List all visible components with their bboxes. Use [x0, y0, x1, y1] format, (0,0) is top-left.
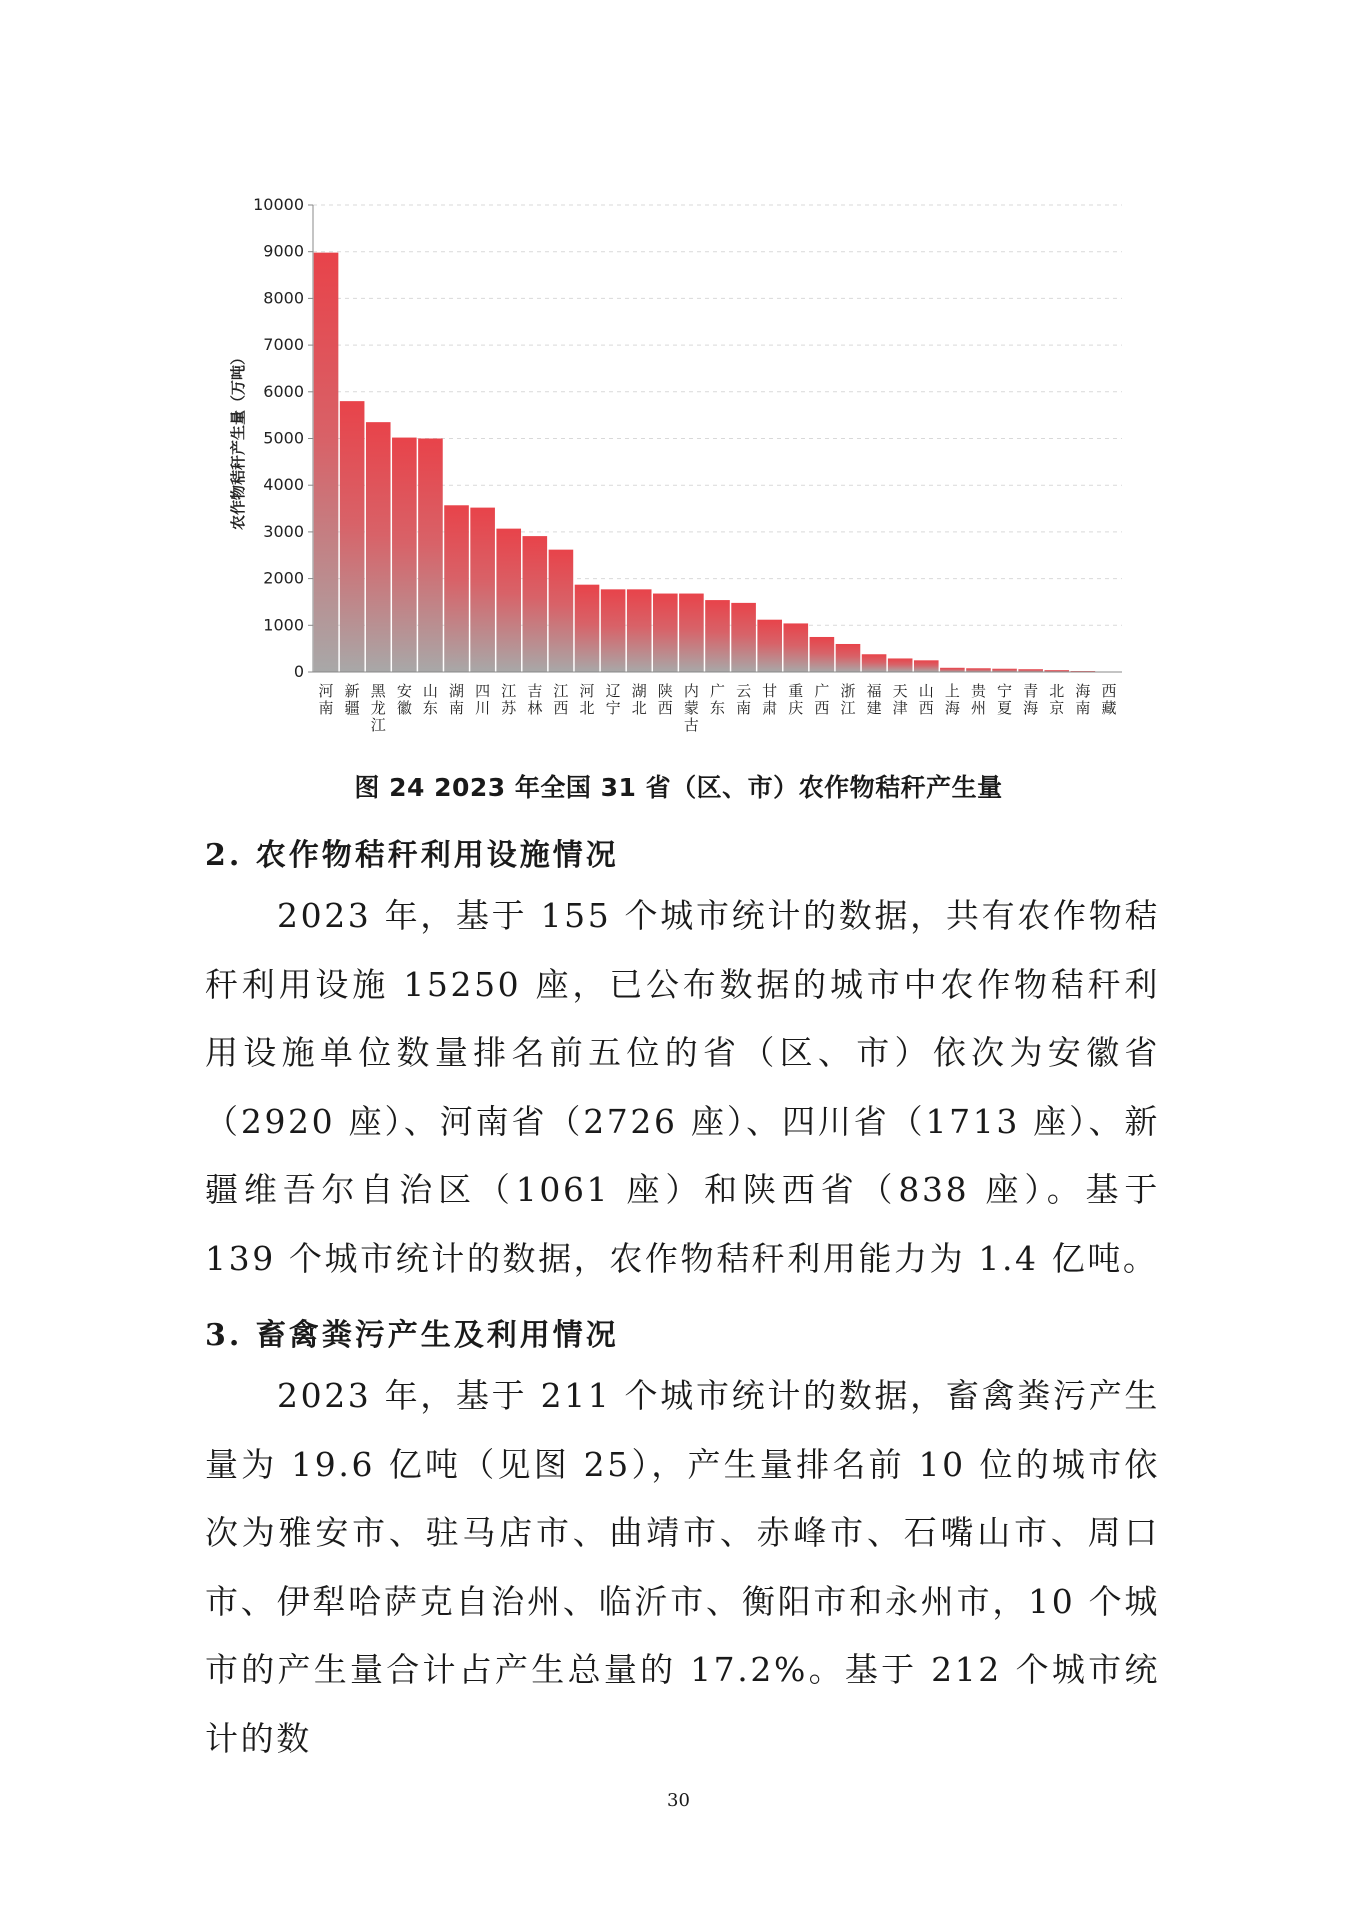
y-axis-label: 农作物秸秆产生量（万吨） — [229, 349, 247, 531]
x-tick-label: 河南 — [318, 682, 334, 717]
y-tick-label: 6000 — [263, 381, 304, 401]
x-tick-label: 重庆 — [788, 682, 804, 717]
x-tick-label: 陕西 — [657, 682, 673, 717]
x-tick-label: 海南 — [1075, 682, 1091, 717]
y-tick-label: 2000 — [263, 568, 304, 588]
bar-江西 — [549, 550, 574, 672]
chart-bars — [314, 253, 1122, 672]
bar-内蒙古 — [679, 594, 704, 672]
x-tick-label: 河北 — [579, 682, 595, 717]
bar-广东 — [705, 600, 730, 672]
y-tick-label: 1000 — [263, 615, 304, 635]
bar-云南 — [731, 603, 756, 672]
bar-新疆 — [340, 401, 365, 672]
y-tick-label: 9000 — [263, 241, 304, 261]
x-tick-label: 广东 — [709, 682, 726, 717]
figure-caption: 图 24 2023 年全国 31 省（区、市）农作物秸秆产生量 — [354, 773, 1003, 802]
x-tick-label: 黑龙江 — [370, 682, 386, 734]
x-tick-label: 湖南 — [449, 682, 465, 717]
bar-湖南 — [444, 505, 469, 672]
page-number: 30 — [667, 1790, 690, 1811]
bar-江苏 — [496, 529, 521, 672]
y-tick-label: 7000 — [263, 335, 304, 355]
x-tick-label: 四川 — [475, 682, 491, 717]
paragraph-straw-facilities: 2023 年，基于 155 个城市统计的数据，共有农作物秸秆利用设施 15250 座，已公布数据的城市中农作物秸秆利用设施单位数量排名前五位的省（区、市）依次为安徽省（2920 座）、河南省（2726 座）、四川省（1713 座）、新疆维吾尔自治区（1061 座）和陕西省（838 座）。基于 139 个城市统计的数据，农作物秸秆利用能力为 1.4 亿吨。 — [205, 896, 1160, 1278]
x-tick-label: 云南 — [736, 682, 752, 717]
x-tick-label: 山西 — [918, 682, 934, 717]
x-tick-label: 内蒙古 — [683, 682, 699, 734]
bar-辽宁 — [601, 589, 626, 672]
x-tick-label: 辽宁 — [605, 682, 621, 717]
bar-安徽 — [392, 438, 417, 672]
bar-山东 — [418, 439, 443, 673]
bar-陕西 — [653, 594, 678, 672]
x-tick-label: 上海 — [944, 682, 960, 717]
x-tick-label: 江西 — [553, 682, 569, 717]
bar-贵州 — [966, 668, 991, 672]
bar-福建 — [862, 654, 887, 672]
x-tick-label: 浙江 — [840, 682, 856, 717]
y-tick-labels — [253, 195, 313, 681]
section-heading-livestock-manure: 3. 畜禽粪污产生及利用情况 — [205, 1318, 619, 1353]
bar-河南 — [314, 253, 339, 672]
x-tick-label: 西藏 — [1101, 682, 1117, 717]
bar-甘肃 — [757, 620, 782, 672]
bar-湖北 — [627, 589, 652, 672]
x-tick-label: 吉林 — [527, 682, 543, 717]
bar-天津 — [888, 658, 913, 672]
section-heading-straw-facilities: 2. 农作物秸秆利用设施情况 — [205, 838, 619, 873]
x-tick-label: 福建 — [866, 682, 882, 717]
x-tick-label: 新疆 — [344, 682, 360, 717]
bar-重庆 — [783, 623, 808, 672]
x-tick-label: 湖北 — [631, 682, 647, 717]
x-tick-label: 山东 — [422, 682, 438, 717]
y-tick-label: 3000 — [263, 521, 304, 541]
x-tick-label: 安徽 — [396, 682, 412, 717]
bar-黑龙江 — [366, 422, 391, 672]
paragraph-livestock-manure: 2023 年，基于 211 个城市统计的数据，畜禽粪污产生量为 19.6 亿吨（见图 25），产生量排名前 10 位的城市依次为雅安市、驻马店市、曲靖市、赤峰市、石嘴山市、周口市、伊犁哈萨克自治州、临沂市、衡阳市和永州市，10 个城市的产生量合计占产生总量的 17.2%。基于 212 个城市统计的数 — [205, 1376, 1160, 1758]
bar-上海 — [940, 668, 965, 672]
y-tick-label: 8000 — [263, 288, 304, 308]
x-tick-label: 天津 — [892, 682, 908, 717]
x-tick-labels — [319, 682, 1117, 734]
bar-四川 — [470, 508, 495, 672]
bar-广西 — [810, 637, 835, 672]
bar-河北 — [575, 585, 600, 672]
bar-山西 — [914, 660, 939, 672]
y-tick-label: 5000 — [263, 428, 304, 448]
y-tick-label: 10000 — [253, 195, 304, 214]
x-tick-label: 贵州 — [970, 682, 986, 717]
x-tick-label: 广西 — [814, 682, 830, 717]
x-tick-label: 青海 — [1023, 682, 1039, 717]
bar-吉林 — [523, 536, 548, 672]
x-tick-label: 甘肃 — [762, 682, 778, 717]
bar-浙江 — [836, 644, 861, 672]
straw-production-bar-chart — [0, 0, 1357, 760]
y-tick-label: 0 — [293, 662, 304, 681]
x-tick-label: 江苏 — [501, 682, 517, 717]
y-tick-label: 4000 — [263, 475, 304, 495]
x-tick-label: 宁夏 — [997, 682, 1013, 717]
x-tick-label: 北京 — [1049, 682, 1065, 717]
